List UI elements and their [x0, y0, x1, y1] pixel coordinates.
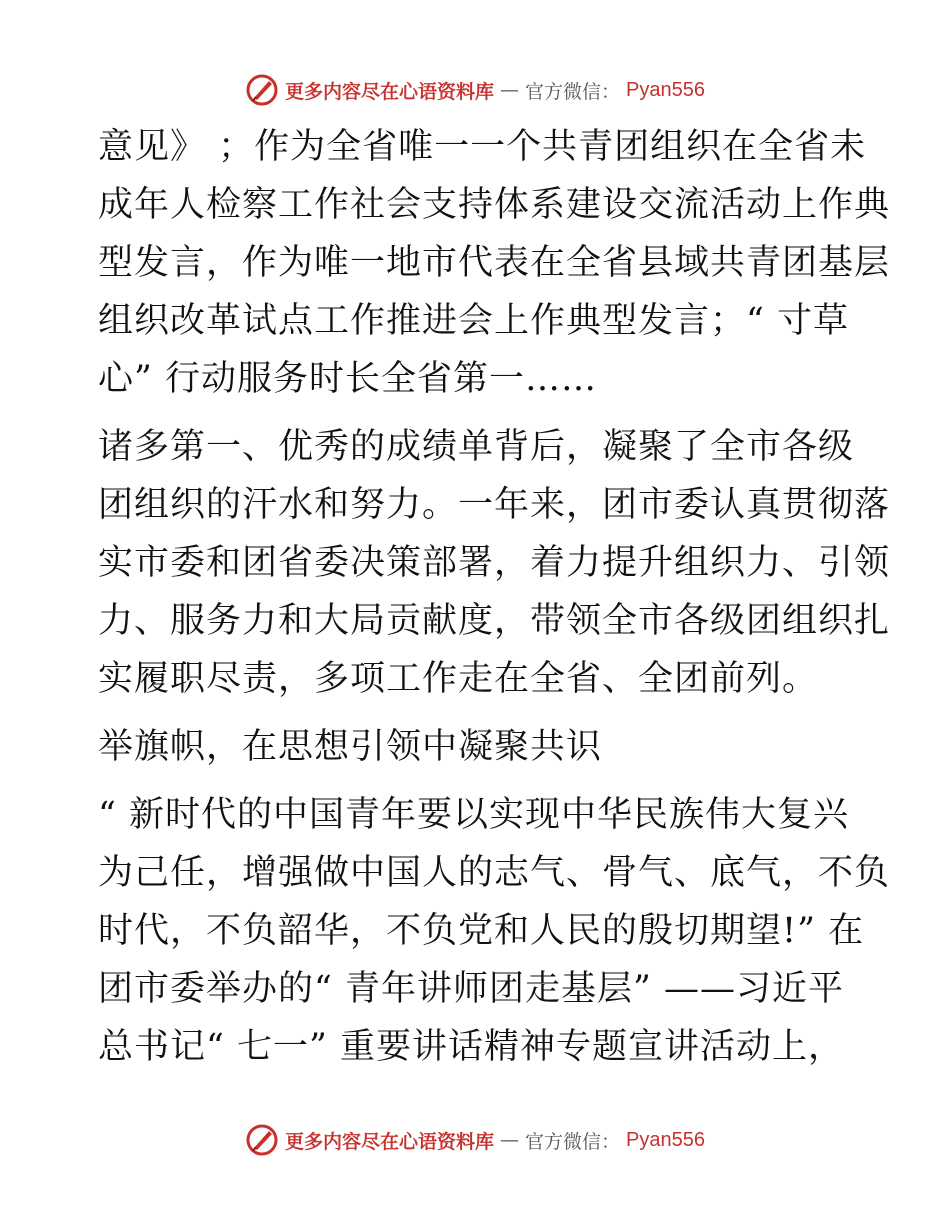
document-body	[98, 118, 891, 1076]
quill-logo-icon	[245, 73, 279, 107]
text-line: 组织改革试点工作推进会上作典型发言；“ 寸草	[98, 301, 850, 341]
text-line: “ 新时代的中国青年要以实现中华民族伟大复兴	[98, 795, 850, 835]
paragraph	[98, 118, 891, 408]
watermark-official-label: 官方微信：	[525, 1130, 621, 1153]
text-line: 力、服务力和大局贡献度，带领全市各级团组织扎	[98, 601, 891, 641]
text-line: 诸多第一、优秀的成绩单背后，凝聚了全市各级	[98, 427, 855, 467]
paragraph-gap	[98, 708, 858, 718]
text-line: 总书记“ 七一” 重要讲话精神专题宣讲活动上，	[98, 1027, 845, 1067]
watermark-brand: 更多内容尽在心语资料库	[285, 80, 495, 103]
watermark-official-label: 官方微信：	[525, 80, 621, 103]
watermark-wechat-id: Pyan556	[626, 78, 705, 101]
text-line: 意见》 ；作为全省唯一一个共青团组织在全省未	[98, 127, 867, 167]
text-line: 型发言，作为唯一地市代表在全省县域共青团基层	[98, 243, 891, 283]
watermark-wechat-id: Pyan556	[626, 1128, 705, 1151]
text-line: 团市委举办的“ 青年讲师团走基层” ——习近平	[98, 969, 845, 1009]
watermark-separator: —	[500, 79, 520, 101]
text-line: 实履职尽责，多项工作走在全省、全团前列。	[98, 659, 819, 699]
paragraph	[98, 418, 891, 708]
paragraph-gap	[98, 776, 858, 786]
header-watermark	[0, 70, 950, 110]
text-line: 为己任，增强做中国人的志气、骨气、底气，不负	[98, 853, 891, 893]
text-line: 实市委和团省委决策部署，着力提升组织力、引领	[98, 543, 891, 583]
quill-logo-icon	[245, 1123, 279, 1157]
watermark-separator: —	[500, 1129, 520, 1151]
text-line: 时代，不负韶华，不负党和人民的殷切期望!” 在	[98, 911, 865, 951]
text-line: 团组织的汗水和努力。一年来，团市委认真贯彻落	[98, 485, 891, 525]
text-line: 心” 行动服务时长全省第一……	[98, 359, 598, 399]
footer-watermark	[0, 1120, 950, 1160]
section-heading	[98, 718, 858, 776]
text-line: 成年人检察工作社会支持体系建设交流活动上作典	[98, 185, 891, 225]
paragraph	[98, 786, 891, 1076]
watermark-brand: 更多内容尽在心语资料库	[285, 1130, 495, 1153]
heading-line: 举旗帜，在思想引领中凝聚共识	[98, 727, 603, 767]
paragraph-gap	[98, 408, 858, 418]
